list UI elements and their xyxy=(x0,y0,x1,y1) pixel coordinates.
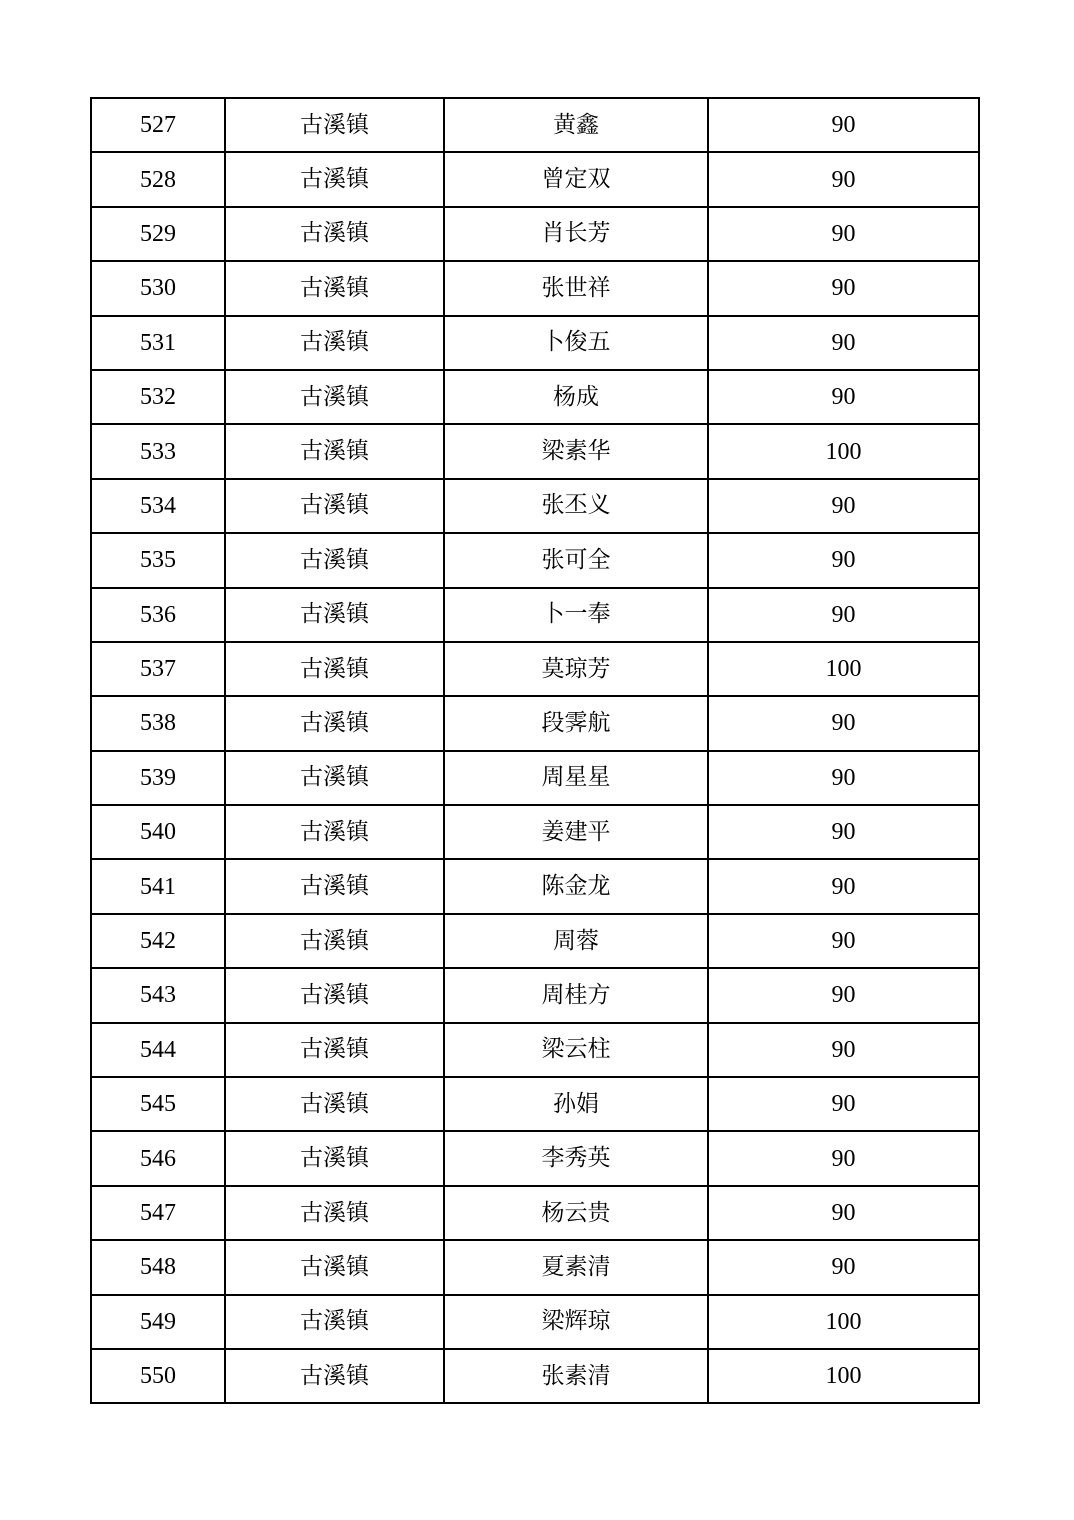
serial-number-cell: 549 xyxy=(91,1295,225,1349)
town-cell: 古溪镇 xyxy=(225,1349,444,1403)
score-cell: 90 xyxy=(708,914,979,968)
score-cell: 90 xyxy=(708,152,979,206)
name-cell: 段霁航 xyxy=(444,696,708,750)
data-table xyxy=(90,97,980,1404)
town-cell: 古溪镇 xyxy=(225,152,444,206)
name-cell: 李秀英 xyxy=(444,1131,708,1185)
town-cell: 古溪镇 xyxy=(225,968,444,1022)
town-cell: 古溪镇 xyxy=(225,1023,444,1077)
table-row xyxy=(91,1349,979,1403)
town-cell: 古溪镇 xyxy=(225,424,444,478)
table-row xyxy=(91,588,979,642)
name-cell: 曾定双 xyxy=(444,152,708,206)
serial-number-cell: 548 xyxy=(91,1240,225,1294)
serial-number-cell: 541 xyxy=(91,859,225,913)
name-cell: 张可全 xyxy=(444,533,708,587)
table-row xyxy=(91,152,979,206)
serial-number-cell: 536 xyxy=(91,588,225,642)
score-cell: 100 xyxy=(708,424,979,478)
name-cell: 陈金龙 xyxy=(444,859,708,913)
name-cell: 周桂方 xyxy=(444,968,708,1022)
town-cell: 古溪镇 xyxy=(225,98,444,152)
score-cell: 90 xyxy=(708,533,979,587)
score-cell: 90 xyxy=(708,479,979,533)
table-row xyxy=(91,370,979,424)
table-row xyxy=(91,98,979,152)
town-cell: 古溪镇 xyxy=(225,533,444,587)
serial-number-cell: 543 xyxy=(91,968,225,1022)
serial-number-cell: 540 xyxy=(91,805,225,859)
name-cell: 杨成 xyxy=(444,370,708,424)
table-row xyxy=(91,1023,979,1077)
serial-number-cell: 528 xyxy=(91,152,225,206)
table-row xyxy=(91,805,979,859)
score-cell: 100 xyxy=(708,642,979,696)
name-cell: 周蓉 xyxy=(444,914,708,968)
serial-number-cell: 547 xyxy=(91,1186,225,1240)
name-cell: 孙娟 xyxy=(444,1077,708,1131)
name-cell: 梁素华 xyxy=(444,424,708,478)
town-cell: 古溪镇 xyxy=(225,370,444,424)
score-cell: 90 xyxy=(708,1186,979,1240)
town-cell: 古溪镇 xyxy=(225,316,444,370)
town-cell: 古溪镇 xyxy=(225,1295,444,1349)
score-cell: 90 xyxy=(708,805,979,859)
table-row xyxy=(91,316,979,370)
town-cell: 古溪镇 xyxy=(225,696,444,750)
serial-number-cell: 542 xyxy=(91,914,225,968)
serial-number-cell: 538 xyxy=(91,696,225,750)
name-cell: 卜俊五 xyxy=(444,316,708,370)
score-cell: 90 xyxy=(708,751,979,805)
table-row xyxy=(91,533,979,587)
score-cell: 90 xyxy=(708,1023,979,1077)
name-cell: 杨云贵 xyxy=(444,1186,708,1240)
table-row xyxy=(91,207,979,261)
score-cell: 90 xyxy=(708,1131,979,1185)
table-row xyxy=(91,642,979,696)
name-cell: 肖长芳 xyxy=(444,207,708,261)
town-cell: 古溪镇 xyxy=(225,1240,444,1294)
table-body xyxy=(91,98,979,1403)
serial-number-cell: 544 xyxy=(91,1023,225,1077)
serial-number-cell: 532 xyxy=(91,370,225,424)
table-row xyxy=(91,859,979,913)
serial-number-cell: 530 xyxy=(91,261,225,315)
table-row xyxy=(91,696,979,750)
serial-number-cell: 546 xyxy=(91,1131,225,1185)
table-row xyxy=(91,1131,979,1185)
score-cell: 90 xyxy=(708,98,979,152)
table-row xyxy=(91,479,979,533)
score-cell: 90 xyxy=(708,696,979,750)
town-cell: 古溪镇 xyxy=(225,914,444,968)
score-cell: 100 xyxy=(708,1295,979,1349)
name-cell: 卜一奉 xyxy=(444,588,708,642)
name-cell: 黄鑫 xyxy=(444,98,708,152)
table-row xyxy=(91,1186,979,1240)
table-row xyxy=(91,751,979,805)
town-cell: 古溪镇 xyxy=(225,1131,444,1185)
serial-number-cell: 533 xyxy=(91,424,225,478)
score-cell: 90 xyxy=(708,316,979,370)
name-cell: 梁辉琼 xyxy=(444,1295,708,1349)
town-cell: 古溪镇 xyxy=(225,751,444,805)
table-row xyxy=(91,1240,979,1294)
score-cell: 100 xyxy=(708,1349,979,1403)
table-row xyxy=(91,968,979,1022)
table-row xyxy=(91,1295,979,1349)
serial-number-cell: 531 xyxy=(91,316,225,370)
town-cell: 古溪镇 xyxy=(225,207,444,261)
serial-number-cell: 529 xyxy=(91,207,225,261)
name-cell: 张丕义 xyxy=(444,479,708,533)
town-cell: 古溪镇 xyxy=(225,859,444,913)
name-cell: 张世祥 xyxy=(444,261,708,315)
score-cell: 90 xyxy=(708,859,979,913)
town-cell: 古溪镇 xyxy=(225,805,444,859)
name-cell: 夏素清 xyxy=(444,1240,708,1294)
name-cell: 莫琼芳 xyxy=(444,642,708,696)
name-cell: 梁云柱 xyxy=(444,1023,708,1077)
serial-number-cell: 545 xyxy=(91,1077,225,1131)
town-cell: 古溪镇 xyxy=(225,261,444,315)
score-cell: 90 xyxy=(708,1077,979,1131)
table-row xyxy=(91,914,979,968)
serial-number-cell: 537 xyxy=(91,642,225,696)
serial-number-cell: 550 xyxy=(91,1349,225,1403)
score-cell: 90 xyxy=(708,588,979,642)
name-cell: 姜建平 xyxy=(444,805,708,859)
name-cell: 张素清 xyxy=(444,1349,708,1403)
score-cell: 90 xyxy=(708,968,979,1022)
town-cell: 古溪镇 xyxy=(225,642,444,696)
score-cell: 90 xyxy=(708,370,979,424)
town-cell: 古溪镇 xyxy=(225,1186,444,1240)
score-cell: 90 xyxy=(708,207,979,261)
table-row xyxy=(91,261,979,315)
table-row xyxy=(91,1077,979,1131)
town-cell: 古溪镇 xyxy=(225,1077,444,1131)
table-row xyxy=(91,424,979,478)
serial-number-cell: 535 xyxy=(91,533,225,587)
serial-number-cell: 534 xyxy=(91,479,225,533)
serial-number-cell: 539 xyxy=(91,751,225,805)
serial-number-cell: 527 xyxy=(91,98,225,152)
score-cell: 90 xyxy=(708,1240,979,1294)
name-cell: 周星星 xyxy=(444,751,708,805)
town-cell: 古溪镇 xyxy=(225,588,444,642)
score-cell: 90 xyxy=(708,261,979,315)
town-cell: 古溪镇 xyxy=(225,479,444,533)
